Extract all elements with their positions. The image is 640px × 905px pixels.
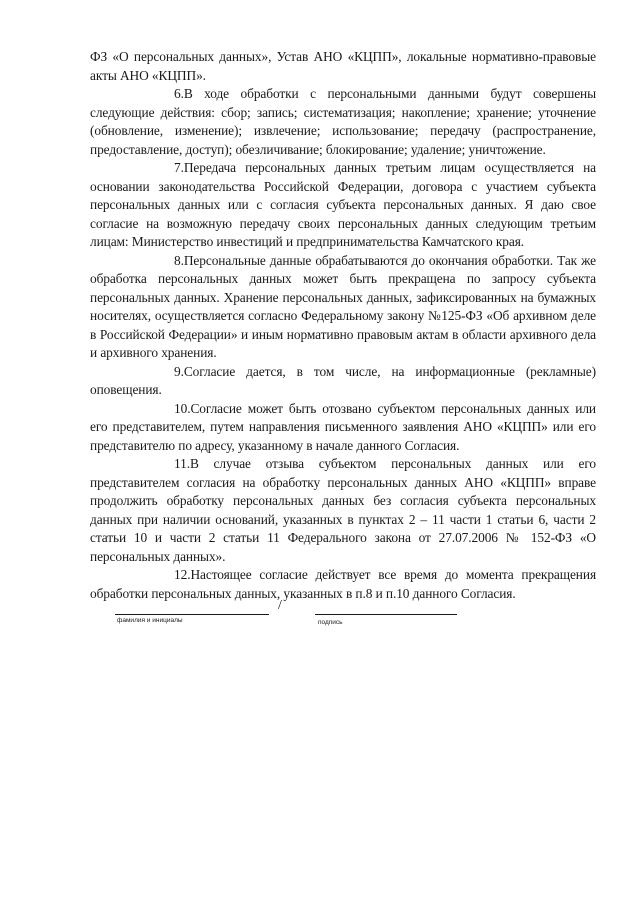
paragraph-text: Настоящее согласие действует все время до момента прекращения обработки персональных данных, указанных в п.8 и п.10 данного Согласия. — [90, 567, 596, 601]
signature-line — [315, 614, 457, 615]
name-signature-line — [115, 614, 269, 615]
paragraph-text: В ходе обработки с персональными данными будут совершены следующие действия: сбор; запись; систематизация; накопление; хранение; уточнение (обновление, изменение); извлечение; использование; передачу (распространение, предоставление, доступ); обезличивание; блокирование; удаление; уничтожение. — [90, 86, 596, 157]
signature-area — [115, 598, 475, 642]
paragraph-continuation — [90, 48, 596, 85]
paragraph-text: Персональные данные обрабатываются до окончания обработки. Так же обработка персональных данных может быть прекращена по запросу субъекта персональных данных. Хранение персональных данных, зафиксированных на бумажных носителях, осуществляется согласно Федеральному закону №125-ФЗ «Об архивном деле в Российской Федерации» и иным нормативно правовым актам в области архивного дела и архивного хранения. — [90, 252, 596, 360]
signature-separator: / — [278, 598, 282, 613]
paragraph-text: ФЗ «О персональных данных», Устав АНО «КЦПП», локальные нормативно-правовые акты АНО «КЦПП». — [90, 49, 596, 83]
paragraph-number: 9. — [174, 363, 184, 379]
paragraph-number: 8. — [174, 252, 184, 268]
paragraph-text: Согласие дается, в том числе, на информационные (рекламные) оповещения. — [90, 363, 596, 397]
paragraph-number: 12. — [174, 567, 191, 582]
paragraph-text: Согласие может быть отозвано субъектом персональных данных или его представителем, путем направления письменного заявления АНО «КЦПП» или его представителю по адресу, указанному в начале данного Согласия. — [90, 400, 596, 453]
document-body — [90, 48, 596, 603]
paragraph-8 — [90, 252, 596, 363]
paragraph-number: 11. — [174, 456, 190, 471]
paragraph-text: Передача персональных данных третьим лицам осуществляется на основании законодательства Российской Федерации, договора с участием субъекта персональных данных или с согласия субъекта персональных данных. Я даю свое согласие на возможную передачу своих персональных данных следующим третьим лицам: Министерство инвестиций и предпринимательства Камчатского края. — [90, 160, 596, 249]
paragraph-number: 7. — [174, 160, 184, 175]
paragraph-12 — [90, 566, 596, 603]
signature-caption: подпись — [318, 619, 343, 626]
paragraph-10 — [90, 400, 596, 456]
paragraph-11 — [90, 455, 596, 566]
paragraph-text: В случае отзыва субъектом персональных данных или его представителем согласия на обработку персональных данных АНО «КЦПП» вправе продолжить обработку персональных данных без согласия субъекта персональных данных при наличии оснований, указанных в пунктах 2 – 11 части 1 статьи 6, части 2 статьи 10 и части 2 статьи 11 Федерального закона от 27.07.2006 № 152-ФЗ «О персональных данных». — [90, 456, 596, 564]
name-initials-caption: фамилия и инициалы — [117, 617, 183, 624]
paragraph-9 — [90, 363, 596, 400]
paragraph-number: 6. — [174, 86, 184, 101]
paragraph-7 — [90, 159, 596, 252]
paragraph-6 — [90, 85, 596, 159]
paragraph-number: 10. — [174, 400, 191, 416]
